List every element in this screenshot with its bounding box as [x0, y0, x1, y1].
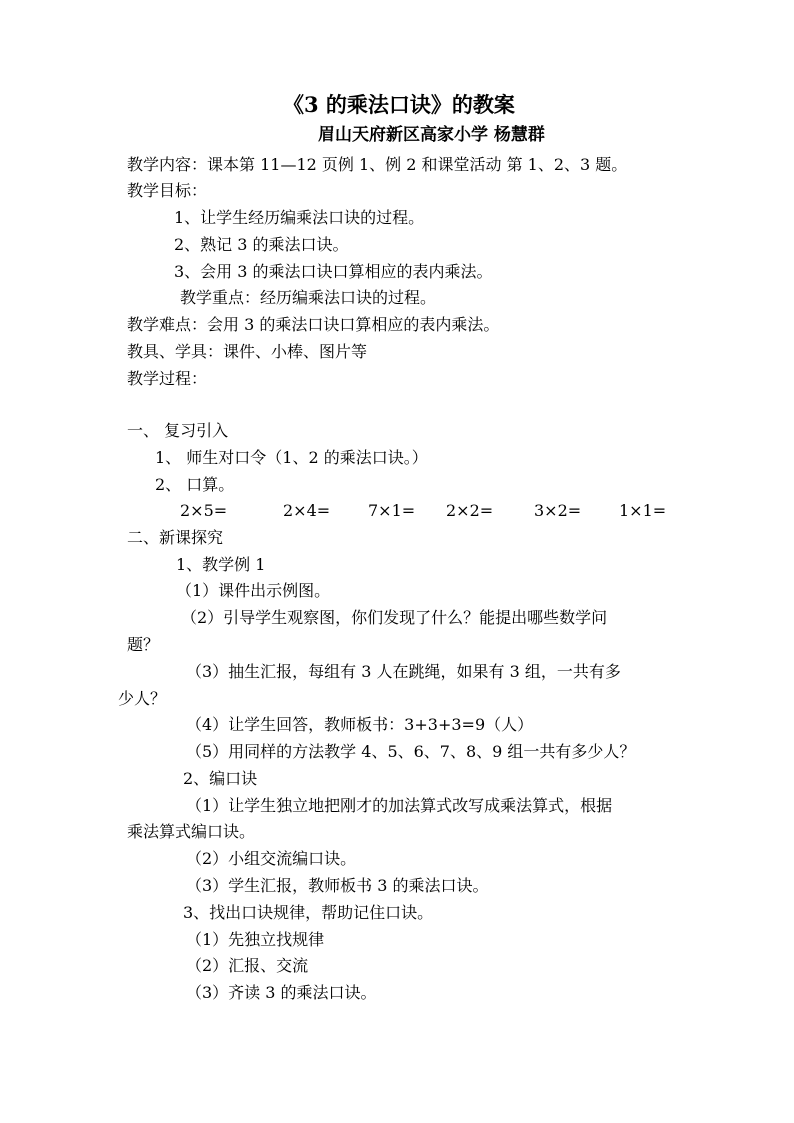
teaching-content: 教学内容：课本第 11—12 页例 1、例 2 和课堂活动 第 1、2、3 题。	[127, 155, 628, 174]
goal-item: 3、会用 3 的乘法口诀口算相应的表内乘法。	[174, 262, 493, 281]
step-item: （1）课件出示例图。	[176, 581, 331, 600]
step-item-continued: 题？	[127, 635, 160, 654]
step-item-continued: 少人？	[118, 689, 167, 708]
example-heading: 1、教学例 1	[176, 555, 266, 574]
equation: 7×1=	[368, 501, 416, 520]
review-item: 1、 师生对口令（1、2 的乘法口诀。）	[155, 448, 428, 467]
example-heading: 3、找出口诀规律，帮助记住口诀。	[183, 903, 434, 922]
equation: 2×2=	[446, 501, 494, 520]
step-item: （3）齐读 3 的乘法口诀。	[186, 983, 377, 1002]
step-item: （2）引导学生观察图，你们发现了什么？能提出哪些数学问	[181, 608, 608, 627]
step-item: （1）让学生独立地把刚才的加法算式改写成乘法算式，根据	[186, 796, 613, 815]
equation: 2×4=	[283, 501, 331, 520]
key-point: 教学重点：经历编乘法口诀的过程。	[180, 288, 437, 307]
example-heading: 2、编口诀	[183, 769, 258, 788]
step-item-continued: 乘法算式编口诀。	[127, 822, 256, 841]
process-heading: 教学过程：	[127, 369, 208, 388]
equation: 1×1=	[619, 501, 667, 520]
step-item: （3）学生汇报，教师板书 3 的乘法口诀。	[186, 876, 489, 895]
step-item: （2）汇报、交流	[186, 956, 309, 975]
step-item: （4）让学生回答，教师板书：3+3+3=9（人）	[186, 715, 534, 734]
step-item: （3）抽生汇报，每组有 3 人在跳绳，如果有 3 组，一共有多	[186, 662, 621, 681]
author-line: 眉山天府新区高家小学 杨慧群	[318, 125, 545, 145]
goal-item: 2、熟记 3 的乘法口诀。	[174, 235, 349, 254]
step-item: （2）小组交流编口诀。	[186, 849, 357, 868]
document-title: 《3 的乘法口诀》的教案	[283, 92, 515, 117]
step-item: （1）先独立找规律	[186, 930, 325, 949]
section-heading-review: 一、 复习引入	[127, 421, 229, 440]
step-item: （5）用同样的方法教学 4、5、6、7、8、9 组一共有多少人？	[186, 742, 636, 761]
teaching-tools: 教具、学具：课件、小棒、图片等	[127, 342, 368, 361]
review-item: 2、 口算。	[155, 475, 235, 494]
section-heading-explore: 二、新课探究	[127, 528, 224, 547]
difficulty: 教学难点：会用 3 的乘法口诀口算相应的表内乘法。	[127, 315, 500, 334]
goals-heading: 教学目标：	[127, 181, 208, 200]
equation: 2×5=	[180, 501, 228, 520]
equation: 3×2=	[534, 501, 582, 520]
goal-item: 1、让学生经历编乘法口诀的过程。	[174, 208, 425, 227]
